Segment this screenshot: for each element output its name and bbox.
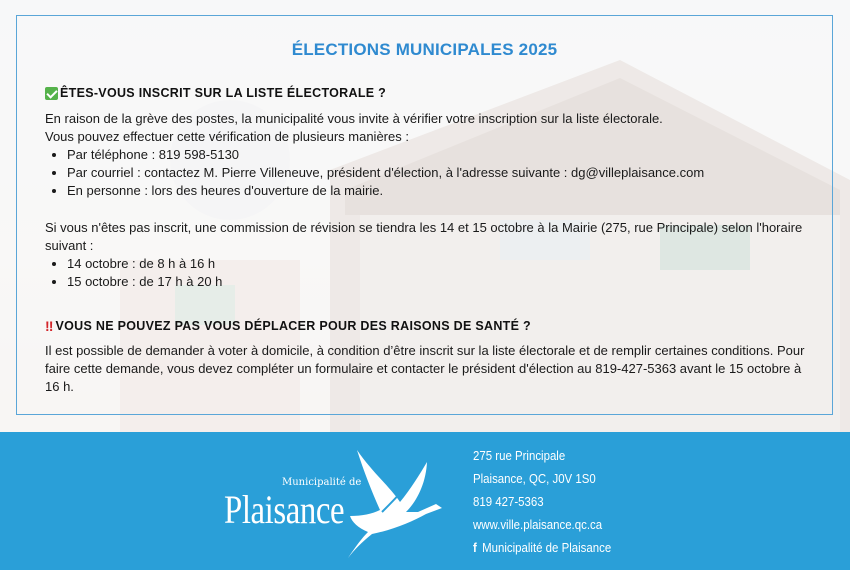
verification-methods-list bbox=[45, 146, 815, 200]
facebook-link[interactable] bbox=[473, 536, 611, 559]
intro-line-1: En raison de la grève des postes, la municipalité vous invite à vérifier votre inscription sur la liste électorale. bbox=[45, 111, 663, 126]
logo-name: Plaisance bbox=[224, 487, 345, 532]
footer bbox=[0, 432, 850, 570]
home-voting-text: Il est possible de demander à voter à domicile, à condition d’être inscrit sur la liste électorale et de remplir certaines conditions. Pour faire cette demande, vous devez compléter un formulaire et contacter le président d'élection au 819-427-5363 avant le 15 octobre à 16 h. bbox=[45, 343, 805, 394]
intro-line-2: Vous pouvez effectuer cette vérification de plusieurs manières : bbox=[45, 129, 409, 144]
registration-body bbox=[45, 110, 815, 200]
home-voting-body bbox=[45, 342, 815, 396]
facebook-label: Municipalité de Plaisance bbox=[482, 540, 612, 555]
double-exclamation-icon: ‼ bbox=[45, 318, 53, 334]
revision-body bbox=[45, 219, 815, 291]
check-mark-icon bbox=[45, 87, 58, 100]
election-notice bbox=[16, 15, 833, 415]
home-voting-heading-text: VOUS NE POUVEZ PAS VOUS DÉPLACER POUR DES RAISONS DE SANTÉ ? bbox=[55, 319, 531, 333]
address-line: 275 rue Principale bbox=[473, 448, 566, 463]
schedule-oct-14: • 14 octobre : de 8 h à 16 h bbox=[67, 255, 815, 273]
notice-title: ÉLECTIONS MUNICIPALES 2025 bbox=[291, 40, 558, 59]
contact-info bbox=[473, 444, 611, 559]
home-voting-heading bbox=[45, 318, 531, 334]
phone-line: 819 427-5363 bbox=[473, 494, 544, 509]
website-link[interactable]: www.ville.plaisance.qc.ca bbox=[473, 517, 603, 532]
revision-text: Si vous n'êtes pas inscrit, une commission de révision se tiendra les 14 et 15 octobre à la Mairie (275, rue Principale) selon l'horaire suivant : bbox=[45, 220, 803, 253]
municipality-logo bbox=[222, 442, 447, 562]
facebook-icon: f bbox=[473, 540, 477, 555]
revision-schedule-list bbox=[45, 255, 815, 291]
method-email: • Par courriel : contactez M. Pierre Villeneuve, président d'élection, à l'adresse suivante : dg@villeplaisance.com bbox=[67, 164, 815, 182]
registration-heading bbox=[45, 86, 386, 100]
method-in-person: • En personne : lors des heures d'ouverture de la mairie. bbox=[67, 182, 815, 200]
method-phone: • Par téléphone : 819 598-5130 bbox=[67, 146, 815, 164]
logo-subtitle: Municipalité de bbox=[282, 477, 362, 488]
registration-heading-text: ÊTES-VOUS INSCRIT SUR LA LISTE ÉLECTORALE ? bbox=[60, 86, 387, 100]
schedule-oct-15: • 15 octobre : de 17 h à 20 h bbox=[67, 273, 815, 291]
city-line: Plaisance, QC, J0V 1S0 bbox=[473, 471, 596, 486]
